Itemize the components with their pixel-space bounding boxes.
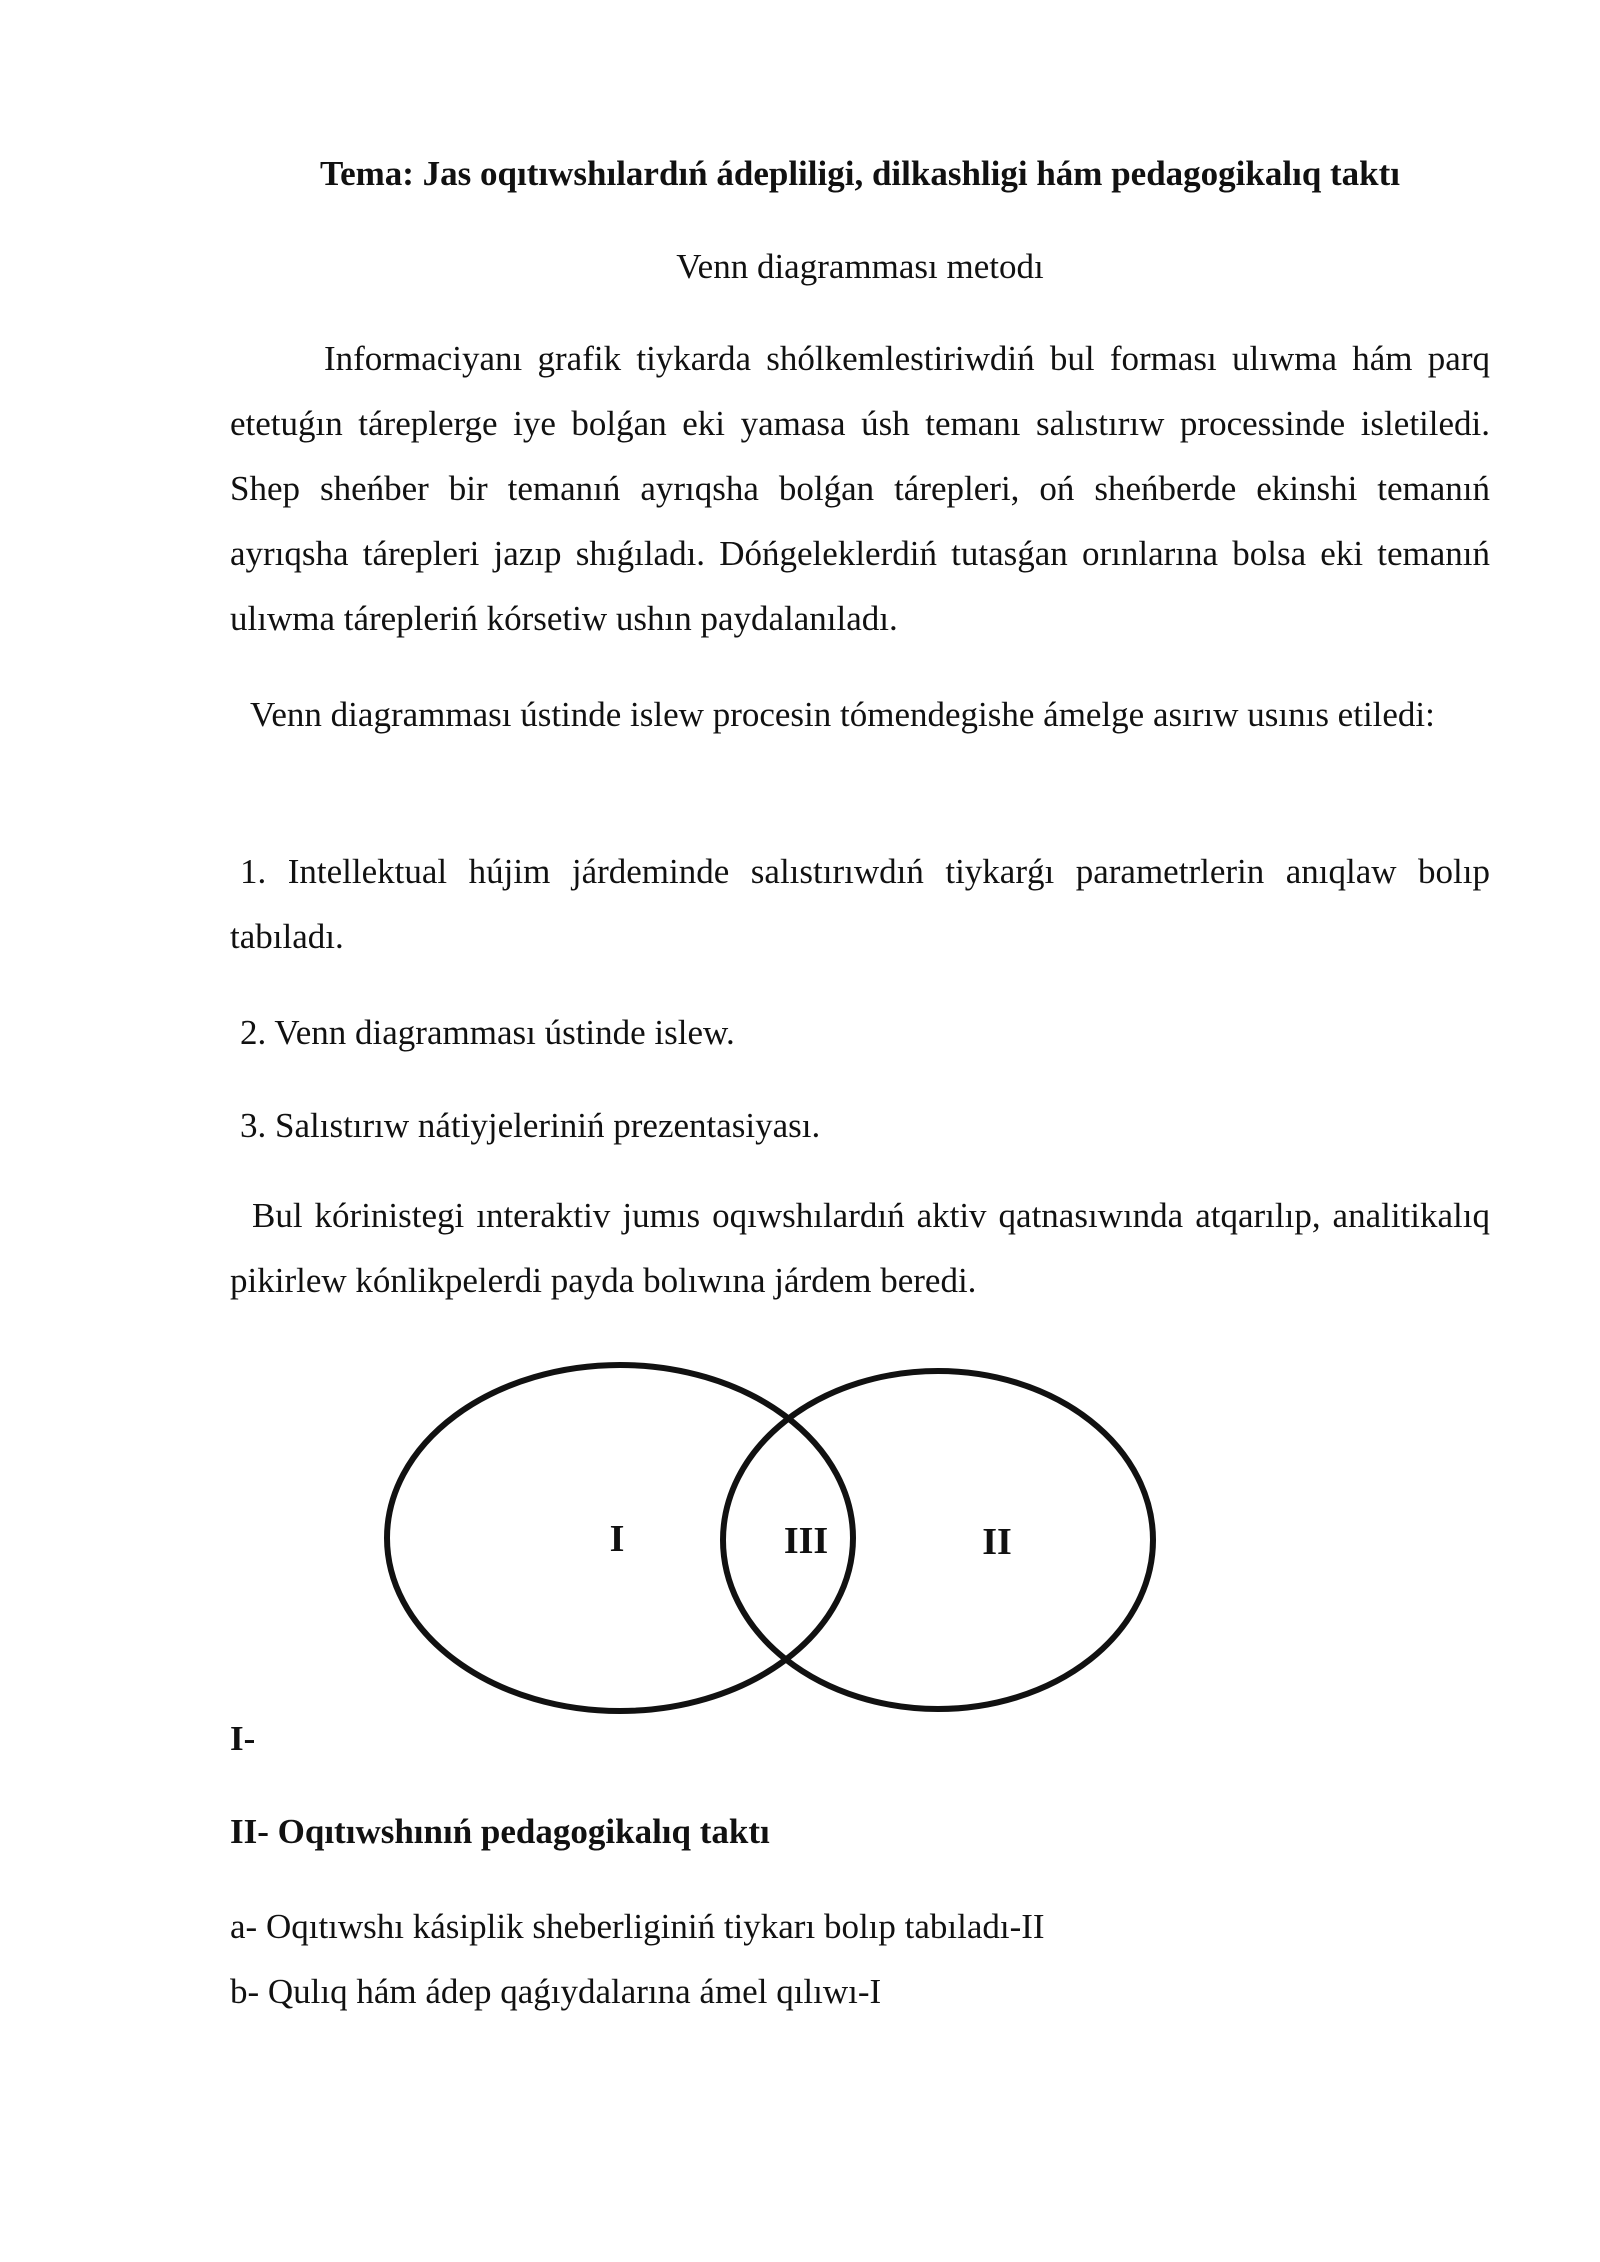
list-item-step-2: 2. Venn diagramması ústinde islew. bbox=[240, 1013, 735, 1052]
document-subtitle: Venn diagramması metodı bbox=[676, 247, 1044, 286]
paragraph-conclusion: Bul kórinistegi ınteraktiv jumıs oqıwshılardıń aktiv qatnasıwında atqarılıp, analitikalıq pikirlew kónlikpelerdi payda bolıwına járdem beredi. bbox=[230, 1196, 1490, 1300]
line-b: b- Qulıq hám ádep qaǵıydalarına ámel qılıwı-I bbox=[230, 1972, 882, 2011]
paragraph-process: Venn diagramması ústinde islew procesin tómendegishe ámelge asırıw usınıs etiledi: bbox=[250, 695, 1435, 734]
venn-right-label: II bbox=[982, 1521, 1012, 1563]
legend-item-1: I- bbox=[230, 1719, 256, 1758]
paragraph-intro: Informaciyanı grafik tiykarda shólkemlestiriwdiń bul forması ulıwma hám parq etetuǵın táreplerge iye bolǵan eki yamasa úsh temanı salıstırıw processinde isletiledi. Shep sheńber bir temanıń ayrıqsha bolǵan tárepleri, oń sheńberde ekinshi temanıń ayrıqsha tárepleri jazıp shıǵıladı. Dóńgeleklerdiń tutasǵan orınlarına bolsa eki temanıń ulıwma tárepleriń kórsetiw ushın paydalanıladı. bbox=[230, 339, 1490, 638]
list-item-step-1: 1. Intellektual hújim járdeminde salıstırıwdıń tiykarǵı parametrlerin anıqlaw bolıp tabıladı. bbox=[230, 852, 1490, 956]
venn-intersection-label: III bbox=[783, 1520, 829, 1562]
document-title: Tema: Jas oqıtıwshılardıń ádepliligi, dilkashligi hám pedagogikalıq taktı bbox=[319, 154, 1401, 193]
venn-left-label: I bbox=[609, 1518, 625, 1560]
legend-item-2: II- Oqıtıwshınıń pedagogikalıq taktı bbox=[230, 1812, 770, 1851]
venn-diagram bbox=[380, 1360, 1180, 1730]
line-a: a- Oqıtıwshı kásiplik sheberliginiń tiykarı bolıp tabıladı-II bbox=[230, 1907, 1045, 1946]
list-item-step-3: 3. Salıstırıw nátiyjeleriniń prezentasiyası. bbox=[240, 1106, 821, 1145]
